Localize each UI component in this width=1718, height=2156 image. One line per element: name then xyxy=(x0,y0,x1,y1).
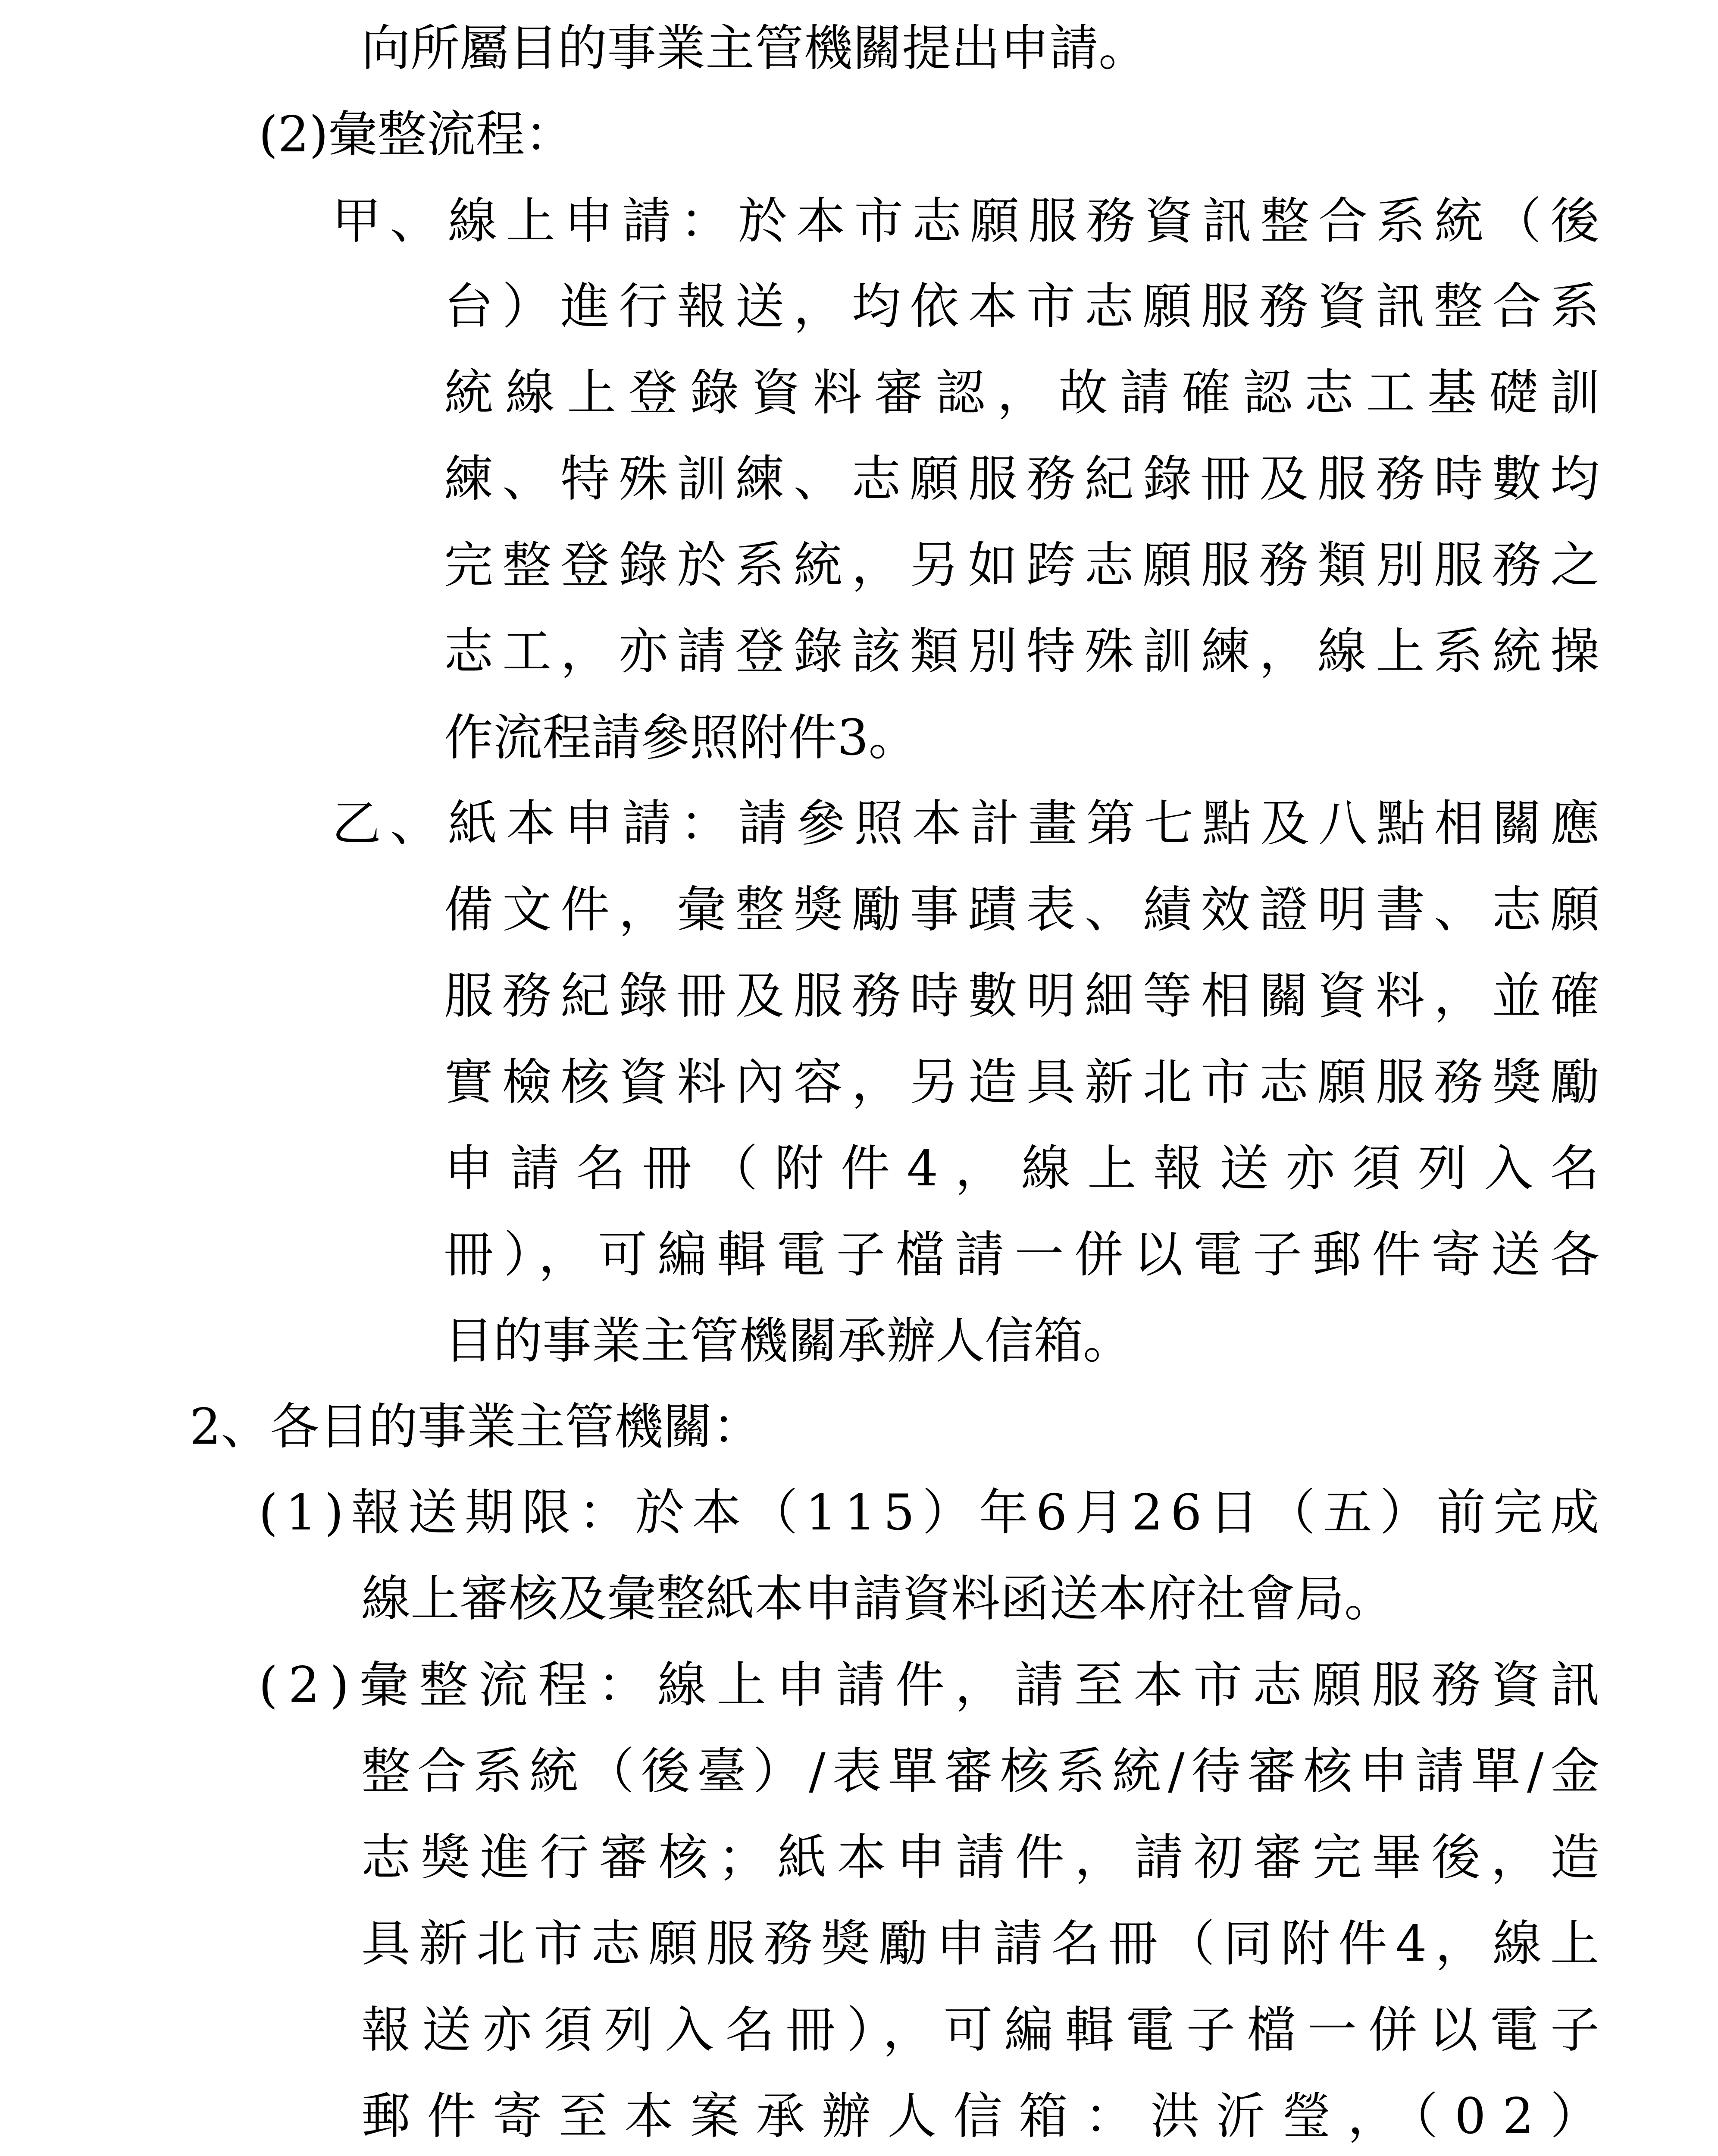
text-line: 服務紀錄冊及服務時數明細等相關資料，並確 xyxy=(444,967,1609,1025)
text-line: 完整登錄於系統，另如跨志願服務類別服務之 xyxy=(444,536,1609,594)
text-line: 郵件寄至本案承辦人信箱：洪沂瑩，（02） xyxy=(361,2087,1616,2145)
text-line: 報送亦須列入名冊），可編輯電子檔一併以電子 xyxy=(361,2001,1611,2059)
text-line: 向所屬目的事業主管機關提出申請。 xyxy=(361,19,1148,77)
text-line: 練、特殊訓練、志願服務紀錄冊及服務時數均 xyxy=(444,450,1609,508)
text-line: 具新北市志願服務獎勵申請名冊（同附件4，線上 xyxy=(361,1915,1608,1972)
text-line: 目的事業主管機關承辦人信箱。 xyxy=(444,1312,1133,1369)
text-line: 甲、線上申請：於本市志願服務資訊整合系統（後 xyxy=(332,192,1608,250)
text-line: 志獎進行審核；紙本申請件，請初審完畢後，造 xyxy=(361,1829,1610,1886)
text-line: 2、各目的事業主管機關： xyxy=(190,1398,762,1455)
text-line: 整合系統（後臺）/表單審核系統/待審核申請單/金 xyxy=(361,1742,1607,1800)
text-line: (2)彙整流程： xyxy=(259,106,574,163)
text-line: 作流程請參照附件3。 xyxy=(444,709,918,766)
text-line: 申請名冊（附件4，線上報送亦須列入名 xyxy=(444,1140,1616,1197)
text-line: 台）進行報送，均依本市志願服務資訊整合系 xyxy=(444,278,1609,335)
text-line: 冊），可編輯電子檔請一併以電子郵件寄送各 xyxy=(444,1226,1610,1283)
text-line: 備文件，彙整獎勵事蹟表、績效證明書、志願 xyxy=(444,881,1609,938)
text-line: 志工，亦請登錄該類別特殊訓練，線上系統操 xyxy=(444,623,1609,680)
text-line: (2)彙整流程：線上申請件，請至本市志願服務資訊 xyxy=(259,1656,1610,1714)
text-line: (1)報送期限：於本（115）年6月26日（五）前完成 xyxy=(259,1484,1607,1541)
text-line: 乙、紙本申請：請參照本計畫第七點及八點相關應 xyxy=(332,795,1608,852)
text-line: 實檢核資料內容，另造具新北市志願服務獎勵 xyxy=(444,1053,1609,1111)
text-line: 統線上登錄資料審認，故請確認志工基礎訓 xyxy=(444,364,1612,421)
text-line: 線上審核及彙整紙本申請資料函送本府社會局。 xyxy=(361,1570,1394,1627)
